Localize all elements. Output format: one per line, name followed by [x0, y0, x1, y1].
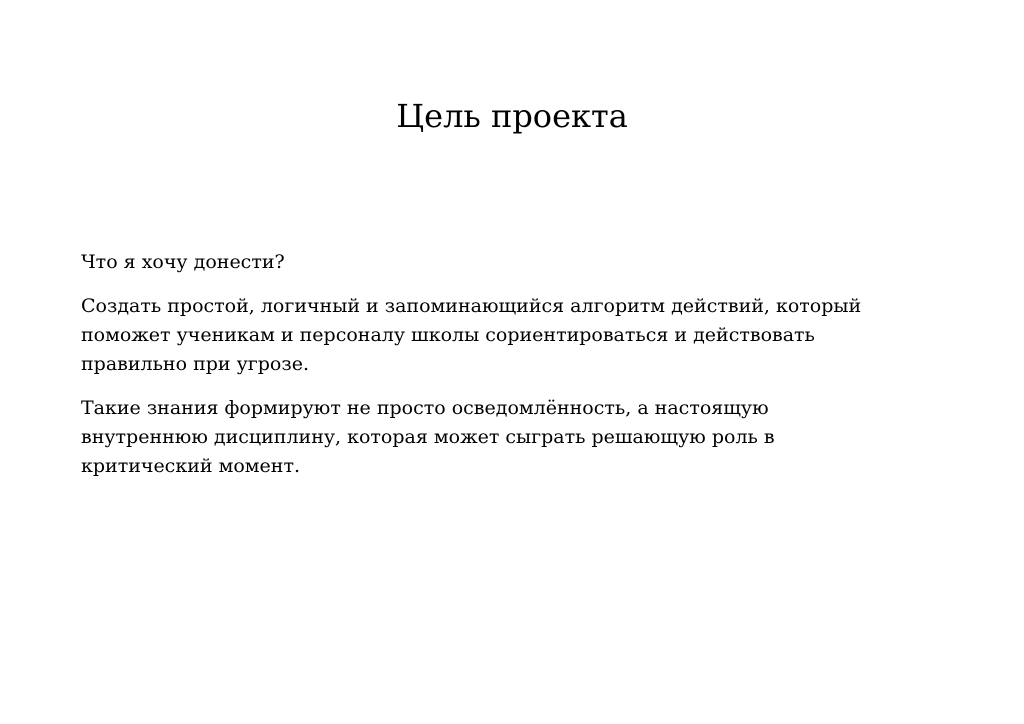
slide-body: [81, 248, 881, 496]
goal-paragraph: Создать простой, логичный и запоминающийся алгоритм действий, который поможет ученикам и персоналу школы сориентироваться и действовать правильно при угрозе.: [81, 295, 862, 375]
question-paragraph: Что я хочу донести?: [81, 251, 285, 273]
slide-title: Цель проекта: [396, 97, 628, 135]
importance-paragraph: Такие знания формируют не просто осведомлённость, а настоящую внутреннюю дисциплину, которая может сыграть решающую роль в критический момент.: [81, 397, 775, 477]
